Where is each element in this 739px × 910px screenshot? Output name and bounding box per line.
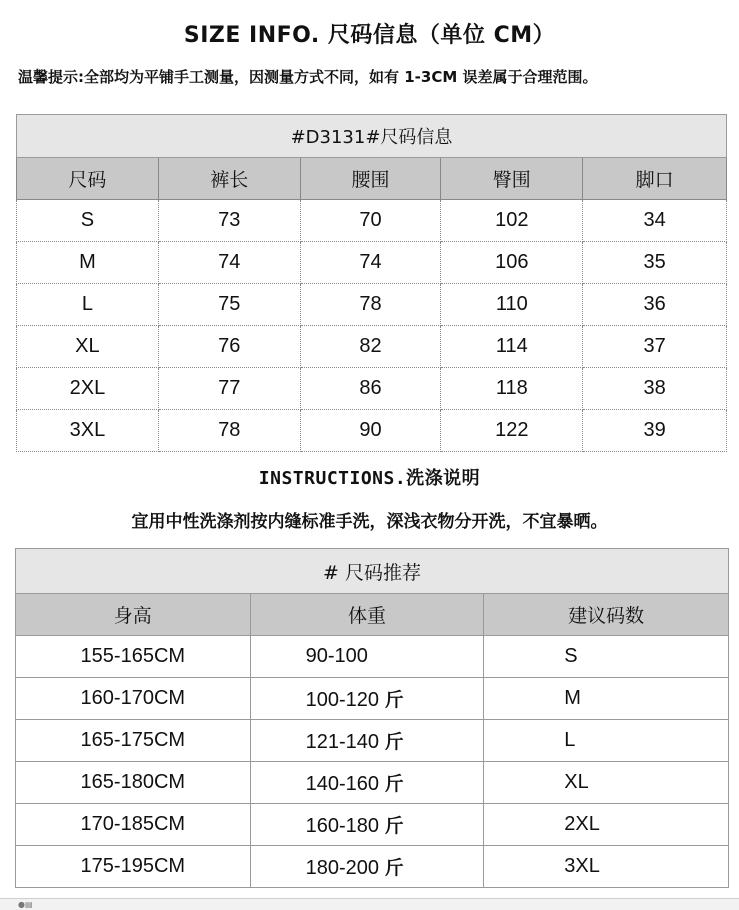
- table-cell: 74: [300, 242, 441, 284]
- table-cell: 38: [583, 368, 727, 410]
- recommend-table-header: [16, 594, 729, 636]
- weight-value: 160-180: [305, 815, 380, 837]
- table-cell: 110: [441, 284, 583, 326]
- table-row: [17, 284, 727, 326]
- table-cell: XL: [17, 326, 159, 368]
- weight-cell: [250, 678, 484, 720]
- table-row: [17, 200, 727, 242]
- header-cell: 尺码: [17, 158, 159, 200]
- table-cell: 34: [583, 200, 727, 242]
- weight-value: 100-120: [305, 689, 380, 711]
- table-cell: 77: [158, 368, 300, 410]
- size-cell: S: [484, 636, 729, 678]
- height-cell: 165-180CM: [16, 762, 251, 804]
- table-cell: 35: [583, 242, 727, 284]
- table-row: [16, 636, 729, 678]
- weight-unit: 斤: [384, 857, 404, 879]
- height-cell: 160-170CM: [16, 678, 251, 720]
- size-cell: M: [484, 678, 729, 720]
- weight-cell: [250, 804, 484, 846]
- table-row: [17, 410, 727, 452]
- header-cell: 身高: [16, 594, 251, 636]
- table-cell: 75: [158, 284, 300, 326]
- header-cell: 脚口: [583, 158, 727, 200]
- table-cell: 37: [583, 326, 727, 368]
- table-cell: 118: [441, 368, 583, 410]
- table-cell: 74: [158, 242, 300, 284]
- table-cell: 3XL: [17, 410, 159, 452]
- weight-value: 140-160: [305, 773, 380, 795]
- table-cell: 78: [158, 410, 300, 452]
- table-row: [16, 720, 729, 762]
- table-row: [16, 678, 729, 720]
- table-row: [16, 762, 729, 804]
- table-cell: 2XL: [17, 368, 159, 410]
- table-cell: 122: [441, 410, 583, 452]
- table-cell: M: [17, 242, 159, 284]
- instructions-heading: INSTRUCTIONS.洗涤说明: [258, 468, 481, 489]
- size-recommendation-table: [15, 548, 729, 888]
- weight-cell: [250, 762, 484, 804]
- weight-unit: 斤: [384, 689, 404, 711]
- size-table-header: [17, 158, 727, 200]
- table-row: [16, 804, 729, 846]
- size-table: [16, 114, 727, 452]
- table-cell: 114: [441, 326, 583, 368]
- size-cell: 2XL: [484, 804, 729, 846]
- footer-bar: [0, 898, 739, 910]
- table-cell: 78: [300, 284, 441, 326]
- page-title: SIZE INFO. 尺码信息（单位 CM）: [183, 23, 556, 48]
- table-cell: 82: [300, 326, 441, 368]
- size-cell: 3XL: [484, 846, 729, 888]
- table-cell: 106: [441, 242, 583, 284]
- height-cell: 175-195CM: [16, 846, 251, 888]
- table-cell: 90: [300, 410, 441, 452]
- measurement-tip: 温馨提示:全部均为平铺手工测量，因测量方式不同，如有 1-3CM 误差属于合理范围。: [18, 68, 598, 86]
- size-cell: L: [484, 720, 729, 762]
- table-cell: 39: [583, 410, 727, 452]
- washing-instructions: 宜用中性洗涤剂按内缝标准手洗，深浅衣物分开洗，不宜暴晒。: [131, 512, 608, 532]
- table-row: [16, 846, 729, 888]
- table-row: [17, 368, 727, 410]
- height-cell: 155-165CM: [16, 636, 251, 678]
- table-cell: 73: [158, 200, 300, 242]
- table-row: [17, 326, 727, 368]
- header-cell: 裤长: [158, 158, 300, 200]
- weight-unit: 斤: [384, 773, 404, 795]
- header-cell: 建议码数: [484, 594, 729, 636]
- table-cell: L: [17, 284, 159, 326]
- weight-cell: [250, 846, 484, 888]
- table-cell: 76: [158, 326, 300, 368]
- status-icon: ●▤: [18, 900, 33, 909]
- table-row: [17, 242, 727, 284]
- header-cell: 腰围: [300, 158, 441, 200]
- table-cell: 36: [583, 284, 727, 326]
- table-cell: 86: [300, 368, 441, 410]
- size-table-caption: #D3131#尺码信息: [17, 115, 727, 158]
- height-cell: 170-185CM: [16, 804, 251, 846]
- header-cell: 体重: [250, 594, 484, 636]
- weight-cell: [250, 636, 484, 678]
- table-cell: 102: [441, 200, 583, 242]
- weight-value: 180-200: [305, 857, 380, 879]
- weight-cell: [250, 720, 484, 762]
- weight-value: 121-140: [305, 731, 380, 753]
- weight-unit: 斤: [384, 815, 404, 837]
- weight-unit: 斤: [384, 731, 404, 753]
- table-cell: S: [17, 200, 159, 242]
- recommend-table-caption: # 尺码推荐: [16, 549, 729, 594]
- header-cell: 臀围: [441, 158, 583, 200]
- table-cell: 70: [300, 200, 441, 242]
- weight-value: 90-100: [305, 645, 368, 667]
- height-cell: 165-175CM: [16, 720, 251, 762]
- size-cell: XL: [484, 762, 729, 804]
